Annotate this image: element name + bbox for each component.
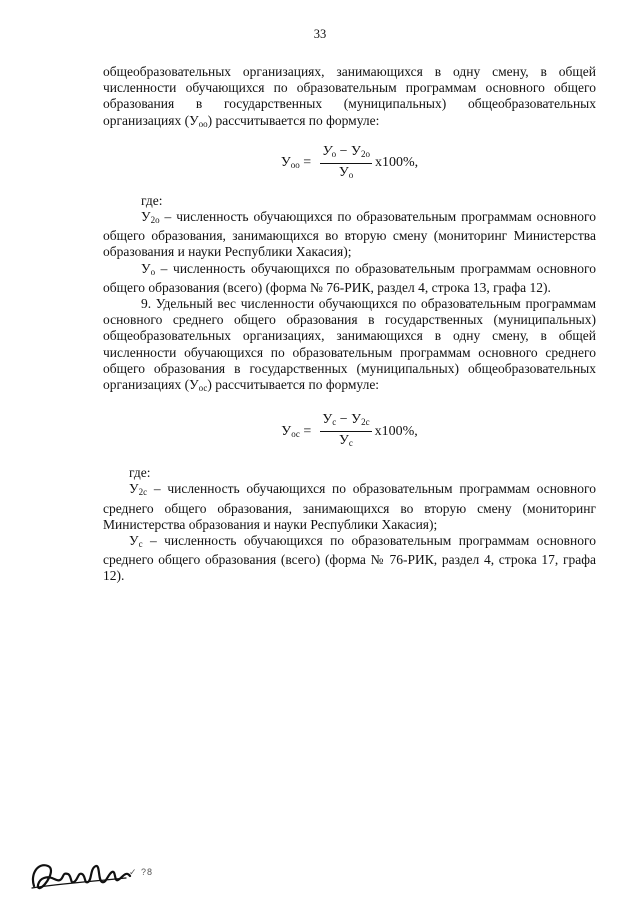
formula-2-lhs: $У_{ос}$ =: [281, 423, 312, 439]
formula-2: [103, 412, 596, 451]
subscript: оо: [198, 118, 208, 129]
definition-uc: $У_с$ – численность обучающихся по образовательным программам основного среднего общего образования (всего) (форма № 76-РИК, раздел 4, строка 17, графа 12).: [103, 533, 596, 584]
paragraph-9-tail: ) рассчитывается по формуле:: [207, 377, 380, 393]
formula-1-tail: х100%,: [374, 155, 419, 171]
subscript: ос: [198, 383, 208, 394]
formula-2-tail: х100%,: [374, 423, 418, 439]
paragraph-intro-text: общеобразовательных организациях, занимающихся в одну смену, в общей численности обучающихся по образовательным программам основного общего образования в государственных (муниципальных) общеобразовательных организациях (У: [103, 64, 596, 128]
formula-1-numerator: $У_о - У_{2о}$: [320, 144, 372, 164]
definition-u2o: $У_{2о}$ – численность обучающихся по образовательным программам основного общего образования, занимающихся во вторую смену (мониторинг Министерства образования и науки Республики Хакасия);: [103, 209, 596, 260]
signature-icon: [26, 852, 186, 898]
stamp-mark: ✓ ?8: [129, 867, 154, 877]
formula-2-numerator: $У_с - У_{2с}$: [320, 412, 371, 432]
definition-uo: $У_о$ – численность обучающихся по образовательным программам основного общего образования (всего) (форма № 76-РИК, раздел 4, строка 13, графа 12).: [103, 260, 596, 295]
formula-1-denominator: $У_о$: [338, 164, 354, 180]
definition-u2c: $У_{2с}$ – численность обучающихся по образовательным программам основного среднего общего образования, занимающихся во вторую смену (мониторинг Министерства образования и науки Республики Хакасия);: [103, 481, 596, 532]
formula-1-lhs: $У_{оо}$ =: [280, 155, 312, 171]
where-label-1: где:: [141, 192, 163, 208]
formula-1-fraction: [320, 144, 372, 183]
where-label-2: где:: [129, 465, 151, 481]
handwritten-signature: [26, 852, 186, 898]
paragraph-intro: [103, 64, 596, 132]
page-number: 33: [313, 27, 327, 41]
document-body: [103, 64, 596, 585]
formula-2-fraction: [320, 412, 371, 451]
formula-2-denominator: $У_с$: [338, 433, 353, 449]
paragraph-intro-tail: ) рассчитывается по формуле:: [207, 112, 380, 128]
paragraph-9-text: 9. Удельный вес численности обучающихся по образовательным программам основного среднего общего образования в государственных (муниципальных) общеобразовательных организациях, занимающихся в одну смену, в общей численности обучающихся по образовательным программам основного среднего общего образования в государственных (муниципальных) общеобразовательных организациях (У: [103, 296, 596, 393]
paragraph-9: [103, 296, 596, 396]
formula-1: [103, 144, 596, 183]
